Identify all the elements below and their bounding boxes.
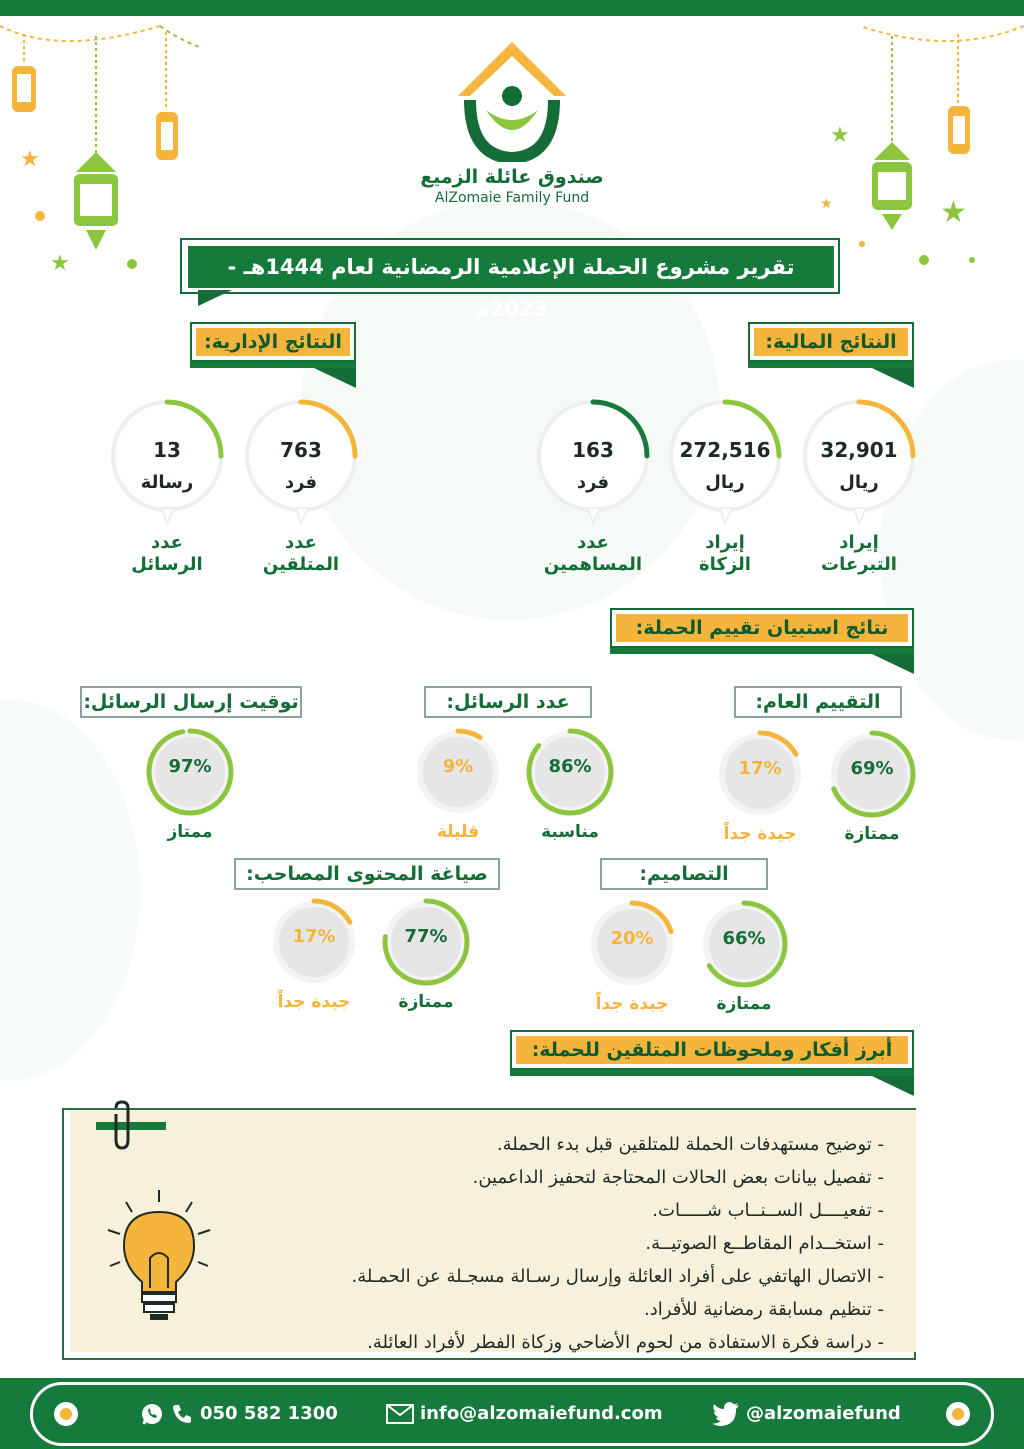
stat-unit: ريال	[839, 472, 879, 493]
ring-label: ممتازة	[716, 994, 772, 1014]
ring-label: ممتازة	[844, 824, 900, 844]
ring-percentage: 9%	[442, 756, 474, 777]
stat-value: 272,516	[679, 438, 771, 462]
survey-results-title: نتائج استبيان تقييم الحملة:	[616, 614, 908, 642]
footer-dot-right	[946, 1402, 970, 1426]
report-title: تقرير مشروع الحملة الإعلامية الرمضانية لعام 1444هـ - 2023م	[188, 246, 834, 288]
svg-text:★: ★	[20, 147, 40, 172]
ring-general-very-good	[714, 728, 806, 844]
list-item: - تفصيل بيانات بعض الحالات المحتاجة لتحفيز الداعمين.	[472, 1167, 884, 1188]
survey-results-header	[610, 608, 914, 658]
list-item: - تنظيم مسابقة رمضانية للأفراد.	[644, 1299, 884, 1320]
stat-label: عدد المساهمين	[543, 532, 643, 575]
whatsapp-icon	[140, 1402, 164, 1426]
svg-text:★: ★	[50, 251, 70, 276]
envelope-icon	[386, 1404, 414, 1424]
svg-text:★: ★	[830, 123, 850, 148]
ring-general-excellent	[826, 728, 918, 844]
general-rating-title: التقييم العام:	[734, 686, 902, 718]
ring-label: قليلة	[436, 822, 480, 842]
stat-label: عدد الرسائل	[131, 532, 203, 575]
ring-percentage: 20%	[610, 928, 654, 949]
report-title-banner	[180, 238, 840, 321]
stat-value: 163	[572, 438, 614, 462]
twitter-contact[interactable]	[712, 1400, 901, 1428]
house-family-logo-icon	[452, 38, 572, 162]
logo-name-english: AlZomaie Family Fund	[434, 190, 590, 206]
stat-recipients-count	[236, 396, 366, 576]
content-writing-title: صياغة المحتوى المصاحب:	[234, 858, 500, 890]
list-item: - تفعيــــل الســنــاب شـــــات.	[652, 1200, 884, 1221]
financial-results-header	[748, 322, 914, 372]
ring-percentage: 69%	[850, 758, 894, 779]
email-contact[interactable]	[386, 1400, 663, 1428]
stat-label: عدد المتلقين	[262, 532, 340, 575]
designs-title: التصاميم:	[600, 858, 768, 890]
stat-value: 32,901	[820, 438, 898, 462]
ring-label: جيدة جداً	[595, 994, 669, 1014]
lightbulb-icon	[104, 1188, 214, 1328]
ring-percentage: 17%	[292, 926, 336, 947]
ring-percentage: 86%	[548, 756, 592, 777]
ring-percentage: 66%	[722, 928, 766, 949]
email-address: info@alzomaiefund.com	[420, 1403, 663, 1424]
list-item: - توضيح مستهدفات الحملة للمتلقين قبل بدء الحملة.	[496, 1134, 884, 1155]
background-watermark-2	[0, 700, 140, 1080]
ring-percentage: 77%	[404, 926, 448, 947]
logo-name-arabic: صندوق عائلة الزميع	[420, 166, 604, 188]
svg-text:★: ★	[940, 195, 967, 230]
ring-content-very-good	[268, 896, 360, 1012]
list-item: - الاتصال الهاتفي على أفراد العائلة وإرسال رسـالة مسجـلة عن الحمـلة.	[351, 1266, 884, 1287]
ideas-header	[510, 1030, 914, 1080]
stat-label: إيراد التبرعات	[821, 532, 897, 575]
ring-label: ممتاز	[167, 822, 213, 842]
fund-logo	[420, 38, 604, 228]
stat-value: 13	[153, 438, 181, 462]
ring-label: مناسبة	[541, 822, 599, 842]
contact-footer	[0, 1378, 1024, 1449]
ring-messages-suitable	[524, 726, 616, 842]
ideas-list	[351, 1128, 884, 1359]
stat-unit: فرد	[284, 472, 318, 493]
ideas-title: أبرز أفكار وملحوظات المتلقين للحملة:	[516, 1036, 908, 1064]
list-item: - دراسة فكرة الاستفادة من لحوم الأضاحي وزكاة الفطر لأفراد العائلة.	[367, 1332, 884, 1353]
ring-messages-few	[412, 726, 504, 842]
financial-results-title: النتائج المالية:	[754, 328, 908, 356]
svg-text:★: ★	[820, 196, 833, 212]
ring-designs-excellent	[698, 898, 790, 1014]
ring-label: جيدة جداً	[723, 824, 797, 844]
ring-timing-excellent	[144, 726, 236, 842]
ring-content-excellent	[380, 896, 472, 1012]
ramadan-lanterns-right-decoration	[820, 16, 1024, 276]
stat-value: 763	[280, 438, 322, 462]
list-item: - استخــدام المقاطــع الصوتيــة.	[645, 1233, 884, 1254]
administrative-results-header	[190, 322, 356, 372]
administrative-results-title: النتائج الإدارية:	[196, 328, 350, 356]
ring-percentage: 97%	[168, 756, 212, 777]
ideas-notes-box	[62, 1108, 916, 1360]
stat-unit: فرد	[576, 472, 610, 493]
ring-label: جيدة جداً	[277, 992, 351, 1012]
stat-contributors-count	[528, 396, 658, 576]
footer-dot-left	[54, 1402, 78, 1426]
phone-contact[interactable]	[140, 1400, 338, 1428]
ramadan-lanterns-left-decoration	[0, 16, 200, 276]
twitter-handle: @alzomaiefund	[746, 1403, 901, 1424]
paperclip-icon	[88, 1100, 178, 1150]
stat-unit: رسالة	[140, 472, 194, 493]
ring-designs-very-good	[586, 898, 678, 1014]
twitter-icon	[712, 1402, 740, 1426]
stat-zakat-revenue	[660, 396, 790, 576]
stat-label: إيراد الزكاة	[699, 532, 751, 575]
ring-percentage: 17%	[738, 758, 782, 779]
messages-timing-title: توقيت إرسال الرسائل:	[80, 686, 302, 718]
messages-count-title: عدد الرسائل:	[424, 686, 592, 718]
top-green-bar	[0, 0, 1024, 16]
title-banner-flap	[198, 290, 232, 306]
stat-donations-revenue	[794, 396, 924, 576]
stat-messages-count	[102, 396, 232, 576]
ring-label: ممتازة	[398, 992, 454, 1012]
stat-unit: ريال	[705, 472, 745, 493]
phone-icon	[170, 1402, 194, 1426]
phone-number: 050 582 1300	[200, 1403, 338, 1424]
